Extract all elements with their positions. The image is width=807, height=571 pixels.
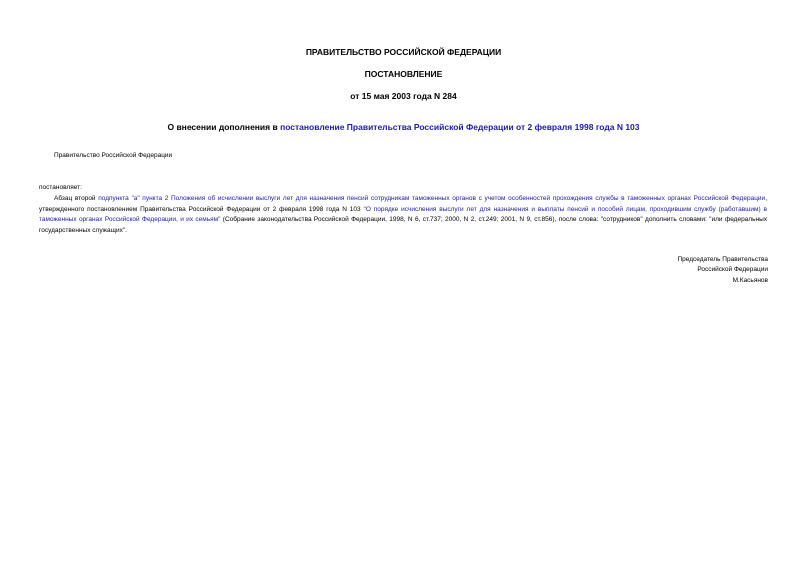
regulation-provision-link[interactable]: подпункта "а" пункта 2 Положения об исчислении выслуги лет для назначения пенсий сотрудникам таможенных органов с учетом особенностей прохождения службы в таможенных органах Российской Федерации xyxy=(98,195,766,202)
issuing-body-line: Правительство Российской Федерации xyxy=(54,152,173,159)
resolves-line: постановляет: xyxy=(39,184,82,191)
amendment-title xyxy=(0,122,807,132)
paragraph-text-2: , утвержденного постановлением Правительства Российской Федерации от 2 февраля 1998 года N 103 xyxy=(39,195,767,213)
signatory-position-line-2: Российской Федерации xyxy=(697,266,768,273)
resolution-title-link[interactable]: "О порядке исчисления выслуги лет для назначения и выплаты пенсий и пособий лицам, проходившим службу (работавшим) в таможенных органах Российской Федерации, и их семьям" xyxy=(39,205,767,223)
paragraph-text-3: (Собрание законодательства Российской Федерации, 1998, N 6, ст.737; 2000, N 2, ст.249; 2001, N 9, ст.856), после слова: "сотрудников" дополнить словами: "или федеральных государственных служащих". xyxy=(39,216,767,234)
signatory-name: М.Касьянов xyxy=(732,277,768,284)
document-type-heading: ПОСТАНОВЛЕНИЕ xyxy=(364,69,443,79)
main-paragraph xyxy=(39,194,767,236)
document-date-number: от 15 мая 2003 года N 284 xyxy=(350,91,457,101)
amendment-title-prefix: О внесении дополнения в xyxy=(167,122,281,132)
signatory-position-line-1: Председатель Правительства xyxy=(677,256,768,263)
amended-resolution-link[interactable]: постановление Правительства Российской Федерации от 2 февраля 1998 года N 103 xyxy=(280,122,640,132)
paragraph-text-1: Абзац второй xyxy=(54,195,99,202)
government-heading: ПРАВИТЕЛЬСТВО РОССИЙСКОЙ ФЕДЕРАЦИИ xyxy=(305,47,502,57)
